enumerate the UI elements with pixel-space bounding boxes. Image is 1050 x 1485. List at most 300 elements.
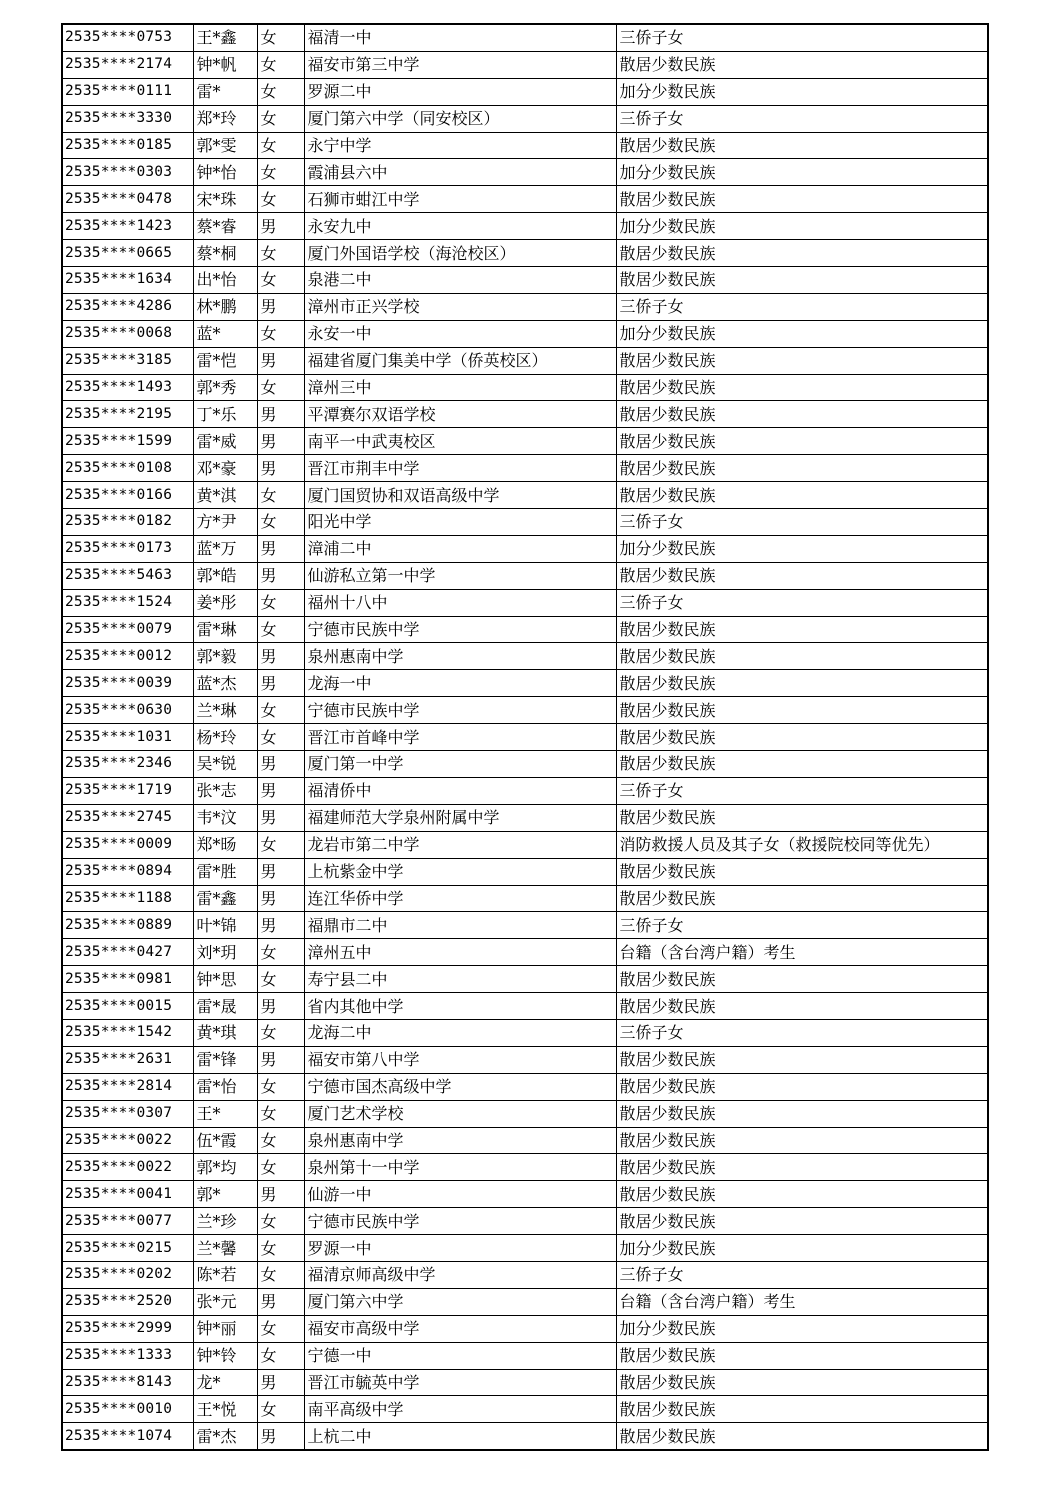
cell-category: 加分少数民族: [616, 1235, 988, 1262]
cell-name: 姜*彤: [193, 589, 257, 616]
cell-school: 福建师范大学泉州附属中学: [304, 804, 616, 831]
cell-school: 厦门第一中学: [304, 751, 616, 778]
cell-id: 2535****0630: [62, 697, 193, 724]
cell-gender: 女: [257, 697, 304, 724]
cell-name: 雷*鑫: [193, 885, 257, 912]
cell-id: 2535****0012: [62, 643, 193, 670]
cell-category: 散居少数民族: [616, 804, 988, 831]
cell-id: 2535****1524: [62, 589, 193, 616]
cell-gender: 女: [257, 105, 304, 132]
cell-gender: 女: [257, 132, 304, 159]
cell-school: 漳州五中: [304, 939, 616, 966]
cell-name: 伍*霞: [193, 1127, 257, 1154]
cell-school: 宁德市民族中学: [304, 616, 616, 643]
cell-school: 福鼎市二中: [304, 912, 616, 939]
cell-name: 雷*怡: [193, 1073, 257, 1100]
cell-id: 2535****0307: [62, 1100, 193, 1127]
cell-school: 漳州市正兴学校: [304, 293, 616, 320]
cell-gender: 女: [257, 1019, 304, 1046]
cell-category: 加分少数民族: [616, 213, 988, 240]
table-row: [62, 240, 988, 267]
cell-category: 散居少数民族: [616, 670, 988, 697]
cell-category: 三侨子女: [616, 24, 988, 51]
cell-school: 福安市高级中学: [304, 1315, 616, 1342]
table-row: [62, 1208, 988, 1235]
cell-school: 永安九中: [304, 213, 616, 240]
table-row: [62, 482, 988, 509]
cell-gender: 女: [257, 724, 304, 751]
cell-id: 2535****0185: [62, 132, 193, 159]
cell-gender: 男: [257, 213, 304, 240]
cell-school: 罗源二中: [304, 78, 616, 105]
cell-school: 上杭紫金中学: [304, 858, 616, 885]
cell-gender: 男: [257, 562, 304, 589]
cell-gender: 女: [257, 1261, 304, 1288]
cell-school: 龙海二中: [304, 1019, 616, 1046]
table-row: [62, 885, 988, 912]
cell-name: 钟*帆: [193, 51, 257, 78]
cell-category: 散居少数民族: [616, 428, 988, 455]
cell-gender: 男: [257, 401, 304, 428]
cell-category: 散居少数民族: [616, 993, 988, 1020]
cell-id: 2535****1333: [62, 1342, 193, 1369]
cell-gender: 男: [257, 293, 304, 320]
cell-category: 散居少数民族: [616, 1073, 988, 1100]
cell-category: 三侨子女: [616, 105, 988, 132]
cell-gender: 男: [257, 912, 304, 939]
cell-school: 泉州惠南中学: [304, 1127, 616, 1154]
table-row: [62, 1019, 988, 1046]
cell-school: 福州十八中: [304, 589, 616, 616]
cell-name: 黄*淇: [193, 482, 257, 509]
cell-name: 蓝*杰: [193, 670, 257, 697]
cell-school: 泉州第十一中学: [304, 1154, 616, 1181]
cell-name: 郭*秀: [193, 374, 257, 401]
cell-school: 晋江市荆丰中学: [304, 455, 616, 482]
cell-name: 宋*珠: [193, 186, 257, 213]
cell-id: 2535****2814: [62, 1073, 193, 1100]
table-row: [62, 562, 988, 589]
cell-category: 三侨子女: [616, 509, 988, 536]
cell-gender: 男: [257, 643, 304, 670]
cell-id: 2535****0077: [62, 1208, 193, 1235]
table-row: [62, 1100, 988, 1127]
cell-name: 张*元: [193, 1288, 257, 1315]
cell-id: 2535****1423: [62, 213, 193, 240]
cell-gender: 女: [257, 1127, 304, 1154]
cell-id: 2535****0182: [62, 509, 193, 536]
cell-gender: 男: [257, 858, 304, 885]
cell-school: 漳州三中: [304, 374, 616, 401]
table-row: [62, 1073, 988, 1100]
cell-id: 2535****0111: [62, 78, 193, 105]
cell-name: 丁*乐: [193, 401, 257, 428]
cell-category: 加分少数民族: [616, 78, 988, 105]
cell-category: 散居少数民族: [616, 1342, 988, 1369]
table-row: [62, 804, 988, 831]
cell-name: 郑*旸: [193, 831, 257, 858]
table-row: [62, 293, 988, 320]
cell-name: 雷*琳: [193, 616, 257, 643]
cell-category: 散居少数民族: [616, 643, 988, 670]
table-row: [62, 858, 988, 885]
cell-category: 散居少数民族: [616, 858, 988, 885]
cell-name: 雷*锋: [193, 1046, 257, 1073]
cell-school: 霞浦县六中: [304, 159, 616, 186]
cell-category: 散居少数民族: [616, 885, 988, 912]
cell-school: 福安市第八中学: [304, 1046, 616, 1073]
cell-school: 南平高级中学: [304, 1396, 616, 1423]
cell-category: 散居少数民族: [616, 482, 988, 509]
cell-gender: 女: [257, 966, 304, 993]
cell-id: 2535****3185: [62, 347, 193, 374]
cell-id: 2535****3330: [62, 105, 193, 132]
cell-name: 雷*杰: [193, 1423, 257, 1450]
cell-id: 2535****4286: [62, 293, 193, 320]
cell-gender: 女: [257, 616, 304, 643]
cell-school: 厦门国贸协和双语高级中学: [304, 482, 616, 509]
cell-name: 雷*胜: [193, 858, 257, 885]
cell-category: 三侨子女: [616, 777, 988, 804]
cell-category: 散居少数民族: [616, 1154, 988, 1181]
cell-id: 2535****1542: [62, 1019, 193, 1046]
cell-category: 三侨子女: [616, 1261, 988, 1288]
cell-name: 杨*玲: [193, 724, 257, 751]
cell-gender: 女: [257, 482, 304, 509]
admission-list-table: [61, 23, 989, 1451]
cell-name: 蔡*睿: [193, 213, 257, 240]
cell-school: 厦门第六中学: [304, 1288, 616, 1315]
cell-name: 邓*豪: [193, 455, 257, 482]
cell-school: 连江华侨中学: [304, 885, 616, 912]
table-row: [62, 1369, 988, 1396]
cell-category: 散居少数民族: [616, 1100, 988, 1127]
cell-category: 散居少数民族: [616, 401, 988, 428]
cell-category: 台籍（含台湾户籍）考生: [616, 1288, 988, 1315]
cell-id: 2535****2999: [62, 1315, 193, 1342]
cell-school: 厦门第六中学（同安校区）: [304, 105, 616, 132]
cell-gender: 男: [257, 1423, 304, 1450]
cell-name: 陈*若: [193, 1261, 257, 1288]
table-row: [62, 993, 988, 1020]
cell-id: 2535****1719: [62, 777, 193, 804]
table-row: [62, 374, 988, 401]
cell-category: 散居少数民族: [616, 697, 988, 724]
cell-school: 福清京师高级中学: [304, 1261, 616, 1288]
cell-category: 加分少数民族: [616, 535, 988, 562]
table-row: [62, 724, 988, 751]
table-row: [62, 1154, 988, 1181]
cell-id: 2535****2520: [62, 1288, 193, 1315]
cell-school: 漳浦二中: [304, 535, 616, 562]
cell-gender: 女: [257, 1315, 304, 1342]
cell-id: 2535****0068: [62, 320, 193, 347]
cell-id: 2535****1599: [62, 428, 193, 455]
cell-category: 消防救援人员及其子女（救援院校同等优先）: [616, 831, 988, 858]
cell-school: 仙游私立第一中学: [304, 562, 616, 589]
cell-id: 2535****0894: [62, 858, 193, 885]
cell-gender: 女: [257, 159, 304, 186]
cell-id: 2535****0202: [62, 1261, 193, 1288]
cell-name: 郭*均: [193, 1154, 257, 1181]
cell-gender: 女: [257, 78, 304, 105]
cell-gender: 女: [257, 240, 304, 267]
cell-name: 出*怡: [193, 267, 257, 294]
cell-id: 2535****0010: [62, 1396, 193, 1423]
cell-school: 厦门艺术学校: [304, 1100, 616, 1127]
cell-category: 三侨子女: [616, 589, 988, 616]
table-row: [62, 132, 988, 159]
cell-category: 散居少数民族: [616, 616, 988, 643]
cell-category: 散居少数民族: [616, 374, 988, 401]
table-row: [62, 428, 988, 455]
cell-gender: 男: [257, 1046, 304, 1073]
cell-name: 雷*威: [193, 428, 257, 455]
cell-category: 散居少数民族: [616, 966, 988, 993]
cell-name: 雷*晟: [193, 993, 257, 1020]
cell-name: 钟*思: [193, 966, 257, 993]
table-row: [62, 589, 988, 616]
cell-category: 散居少数民族: [616, 751, 988, 778]
cell-gender: 女: [257, 186, 304, 213]
cell-name: 叶*锦: [193, 912, 257, 939]
cell-category: 加分少数民族: [616, 159, 988, 186]
cell-gender: 女: [257, 1073, 304, 1100]
cell-category: 散居少数民族: [616, 186, 988, 213]
cell-id: 2535****1031: [62, 724, 193, 751]
cell-category: 散居少数民族: [616, 267, 988, 294]
cell-category: 散居少数民族: [616, 1396, 988, 1423]
cell-school: 罗源一中: [304, 1235, 616, 1262]
cell-gender: 女: [257, 1154, 304, 1181]
cell-name: 郭*毅: [193, 643, 257, 670]
table-row: [62, 1423, 988, 1450]
cell-category: 三侨子女: [616, 912, 988, 939]
cell-category: 加分少数民族: [616, 1315, 988, 1342]
cell-name: 钟*丽: [193, 1315, 257, 1342]
cell-gender: 男: [257, 1288, 304, 1315]
cell-gender: 女: [257, 1235, 304, 1262]
cell-category: 三侨子女: [616, 1019, 988, 1046]
cell-school: 福清侨中: [304, 777, 616, 804]
cell-name: 吴*锐: [193, 751, 257, 778]
cell-name: 雷*: [193, 78, 257, 105]
cell-school: 晋江市毓英中学: [304, 1369, 616, 1396]
cell-id: 2535****0889: [62, 912, 193, 939]
cell-name: 郭*: [193, 1181, 257, 1208]
cell-school: 寿宁县二中: [304, 966, 616, 993]
cell-id: 2535****1493: [62, 374, 193, 401]
cell-category: 散居少数民族: [616, 347, 988, 374]
cell-id: 2535****0665: [62, 240, 193, 267]
cell-category: 散居少数民族: [616, 1369, 988, 1396]
table-row: [62, 777, 988, 804]
cell-name: 韦*汶: [193, 804, 257, 831]
table-row: [62, 1288, 988, 1315]
table-row: [62, 751, 988, 778]
cell-school: 宁德市国杰高级中学: [304, 1073, 616, 1100]
cell-id: 2535****0478: [62, 186, 193, 213]
cell-gender: 女: [257, 589, 304, 616]
cell-gender: 男: [257, 428, 304, 455]
cell-school: 福安市第三中学: [304, 51, 616, 78]
cell-gender: 男: [257, 751, 304, 778]
cell-category: 散居少数民族: [616, 724, 988, 751]
cell-gender: 女: [257, 509, 304, 536]
cell-name: 郑*玲: [193, 105, 257, 132]
table-row: [62, 939, 988, 966]
table-row: [62, 509, 988, 536]
table-row: [62, 1127, 988, 1154]
table-row: [62, 912, 988, 939]
table-row: [62, 1342, 988, 1369]
cell-name: 雷*恺: [193, 347, 257, 374]
cell-category: 散居少数民族: [616, 1046, 988, 1073]
cell-id: 2535****1074: [62, 1423, 193, 1450]
cell-name: 王*: [193, 1100, 257, 1127]
cell-school: 宁德一中: [304, 1342, 616, 1369]
cell-category: 散居少数民族: [616, 51, 988, 78]
cell-gender: 男: [257, 1181, 304, 1208]
table-row: [62, 535, 988, 562]
cell-name: 蓝*: [193, 320, 257, 347]
cell-school: 晋江市首峰中学: [304, 724, 616, 751]
cell-id: 2535****0981: [62, 966, 193, 993]
table-row: [62, 1261, 988, 1288]
cell-name: 王*悦: [193, 1396, 257, 1423]
cell-name: 张*志: [193, 777, 257, 804]
table-row: [62, 105, 988, 132]
cell-school: 平潭赛尔双语学校: [304, 401, 616, 428]
cell-gender: 男: [257, 993, 304, 1020]
table-row: [62, 643, 988, 670]
cell-name: 兰*琳: [193, 697, 257, 724]
cell-id: 2535****0041: [62, 1181, 193, 1208]
cell-school: 厦门外国语学校（海沧校区）: [304, 240, 616, 267]
cell-id: 2535****0427: [62, 939, 193, 966]
cell-school: 永安一中: [304, 320, 616, 347]
cell-id: 2535****0173: [62, 535, 193, 562]
cell-school: 宁德市民族中学: [304, 1208, 616, 1235]
cell-name: 林*鹏: [193, 293, 257, 320]
cell-school: 福清一中: [304, 24, 616, 51]
cell-name: 黄*琪: [193, 1019, 257, 1046]
cell-id: 2535****0022: [62, 1127, 193, 1154]
cell-category: 散居少数民族: [616, 1208, 988, 1235]
cell-gender: 女: [257, 51, 304, 78]
cell-id: 2535****2745: [62, 804, 193, 831]
cell-name: 兰*珍: [193, 1208, 257, 1235]
cell-id: 2535****0166: [62, 482, 193, 509]
table-row: [62, 320, 988, 347]
cell-gender: 男: [257, 777, 304, 804]
cell-gender: 男: [257, 804, 304, 831]
cell-name: 蔡*桐: [193, 240, 257, 267]
table-row: [62, 213, 988, 240]
cell-gender: 女: [257, 1396, 304, 1423]
cell-name: 蓝*万: [193, 535, 257, 562]
cell-gender: 男: [257, 885, 304, 912]
cell-gender: 女: [257, 831, 304, 858]
cell-name: 郭*雯: [193, 132, 257, 159]
cell-id: 2535****5463: [62, 562, 193, 589]
table-body: [62, 24, 988, 1450]
cell-name: 刘*玥: [193, 939, 257, 966]
cell-category: 台籍（含台湾户籍）考生: [616, 939, 988, 966]
cell-id: 2535****2174: [62, 51, 193, 78]
cell-category: 加分少数民族: [616, 320, 988, 347]
cell-gender: 女: [257, 374, 304, 401]
cell-school: 南平一中武夷校区: [304, 428, 616, 455]
table-row: [62, 24, 988, 51]
cell-name: 钟*铃: [193, 1342, 257, 1369]
table-row: [62, 966, 988, 993]
cell-school: 龙岩市第二中学: [304, 831, 616, 858]
cell-school: 上杭二中: [304, 1423, 616, 1450]
cell-id: 2535****1188: [62, 885, 193, 912]
cell-school: 宁德市民族中学: [304, 697, 616, 724]
cell-school: 永宁中学: [304, 132, 616, 159]
table-row: [62, 51, 988, 78]
cell-id: 2535****0079: [62, 616, 193, 643]
table-row: [62, 831, 988, 858]
cell-gender: 女: [257, 1208, 304, 1235]
cell-id: 2535****1634: [62, 267, 193, 294]
cell-id: 2535****8143: [62, 1369, 193, 1396]
cell-gender: 女: [257, 267, 304, 294]
cell-category: 三侨子女: [616, 293, 988, 320]
cell-id: 2535****0015: [62, 993, 193, 1020]
cell-gender: 女: [257, 24, 304, 51]
cell-gender: 男: [257, 535, 304, 562]
cell-school: 泉港二中: [304, 267, 616, 294]
cell-school: 福建省厦门集美中学（侨英校区）: [304, 347, 616, 374]
cell-category: 散居少数民族: [616, 240, 988, 267]
cell-category: 散居少数民族: [616, 132, 988, 159]
cell-gender: 女: [257, 1342, 304, 1369]
cell-id: 2535****2195: [62, 401, 193, 428]
cell-school: 龙海一中: [304, 670, 616, 697]
cell-name: 郭*皓: [193, 562, 257, 589]
table-row: [62, 1181, 988, 1208]
cell-id: 2535****2631: [62, 1046, 193, 1073]
cell-school: 省内其他中学: [304, 993, 616, 1020]
table-row: [62, 697, 988, 724]
cell-school: 泉州惠南中学: [304, 643, 616, 670]
cell-category: 散居少数民族: [616, 1181, 988, 1208]
cell-school: 阳光中学: [304, 509, 616, 536]
table-row: [62, 78, 988, 105]
cell-id: 2535****0303: [62, 159, 193, 186]
table-row: [62, 1315, 988, 1342]
cell-category: 散居少数民族: [616, 455, 988, 482]
table-row: [62, 186, 988, 213]
table-row: [62, 1046, 988, 1073]
cell-id: 2535****0022: [62, 1154, 193, 1181]
cell-gender: 女: [257, 1100, 304, 1127]
table-row: [62, 455, 988, 482]
cell-id: 2535****0215: [62, 1235, 193, 1262]
cell-category: 散居少数民族: [616, 1127, 988, 1154]
cell-gender: 女: [257, 939, 304, 966]
cell-gender: 男: [257, 347, 304, 374]
cell-school: 仙游一中: [304, 1181, 616, 1208]
cell-name: 王*鑫: [193, 24, 257, 51]
cell-name: 钟*怡: [193, 159, 257, 186]
cell-name: 兰*馨: [193, 1235, 257, 1262]
table-row: [62, 1396, 988, 1423]
cell-id: 2535****0108: [62, 455, 193, 482]
